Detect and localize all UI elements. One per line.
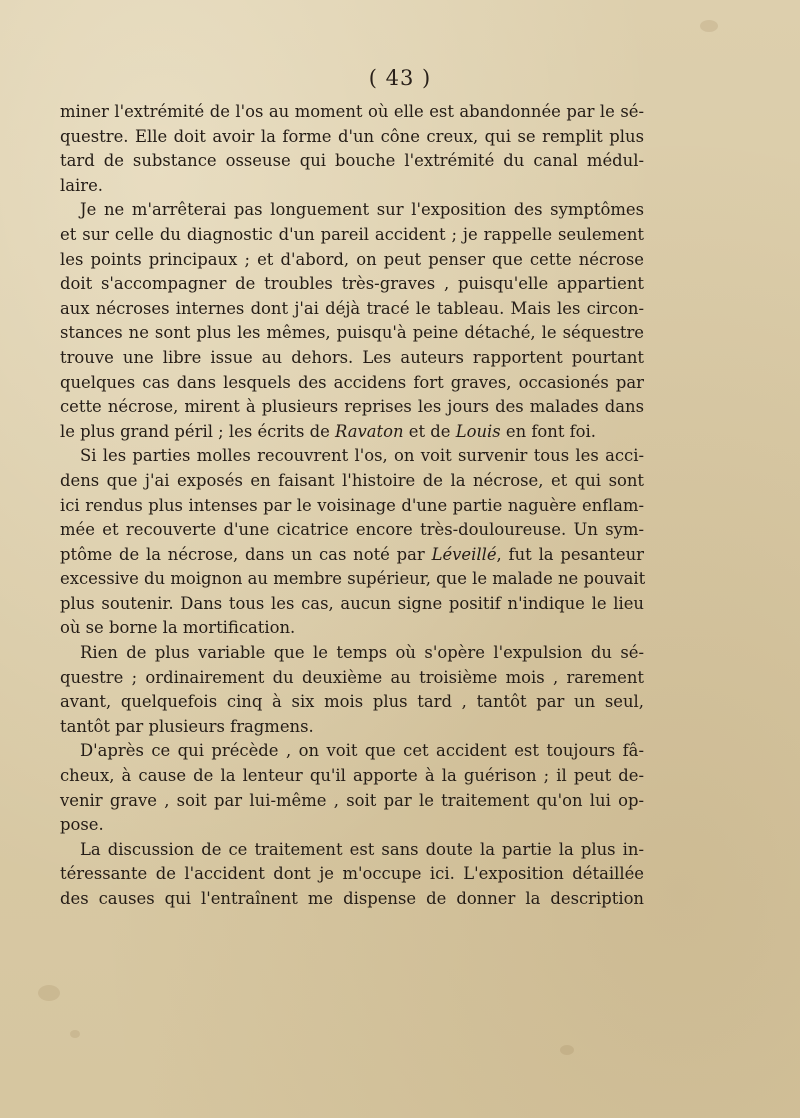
text-fragment: le plus grand péril ; les écrits de [60,421,330,441]
text-line: trouve une libre issue au dehors. Les auteurs rapportent pourtant [60,347,644,367]
text-line: téressante de l'accident dont je m'occupe ici. L'exposition détaillée [60,864,644,884]
text-line [60,543,644,568]
text-fragment: , fut la pesanteur [496,544,644,564]
text-line: cette nécrose, mirent à plusieurs reprises les jours des malades dans [60,397,644,417]
text-line: et sur celle du diagnostic d'un pareil accident ; je rappelle seulement [60,224,644,244]
text-line: miner l'extrémité de l'os au moment où elle est abandonnée par le sé- [60,102,644,121]
text-line: mée et recouverte d'une cicatrice encore très-douloureuse. Un sym- [60,520,644,540]
text-line: venir grave , soit par lui-même , soit par le traitement qu'on lui op- [60,790,644,810]
author-name-leveille: Léveillé [431,544,497,564]
text-fragment: et de [403,421,456,441]
text-line: des causes qui l'entraînent me dispense de donner la description [60,889,644,908]
text-line: pose. [60,815,104,835]
paper-stain [70,1030,80,1038]
text-line: avant, quelquefois cinq à six mois plus tard , tantôt par un seul, [60,692,644,712]
text-line: questre. Elle doit avoir la forme d'un cône creux, qui se remplit plus [60,126,644,146]
author-name-louis: Louis [455,421,501,441]
text-line: plus soutenir. Dans tous les cas, aucun signe positif n'indique le lieu [60,593,644,613]
paper-stain [560,1045,574,1055]
page-number: ( 43 ) [368,66,432,90]
text-line: Rien de plus variable que le temps où s'opère l'expulsion du sé- [80,643,644,663]
text-line: Si les parties molles recouvrent l'os, on voit survenir tous les acci- [80,446,644,466]
text-fragment: ptôme de la nécrose, dans un cas noté par [60,544,432,564]
text-line: questre ; ordinairement du deuxième au troisième mois , rarement [60,667,644,687]
paper-stain [38,985,60,1001]
author-name-ravaton: Ravaton [335,421,404,441]
text-line: laire. [60,175,104,195]
text-line: doit s'accompagner de troubles très-graves , puisqu'elle appartient [60,274,644,294]
text-line: les points principaux ; et d'abord, on peut penser que cette nécrose [60,249,644,269]
text-line: où se borne la mortification. [60,618,296,638]
text-line: La discussion de ce traitement est sans doute la partie la plus in- [80,839,644,859]
text-line: ici rendus plus intenses par le voisinage d'une partie naguère enflam- [60,495,644,515]
body-text [60,100,644,912]
text-line: cheux, à cause de la lenteur qu'il apporte à la guérison ; il peut de- [60,766,644,786]
text-line: tantôt par plusieurs fragmens. [60,716,314,736]
text-line: excessive du moignon au membre supérieur, que le malade ne pouvait [60,569,646,589]
text-line: stances ne sont plus les mêmes, puisqu'à peine détaché, le séquestre [60,323,644,343]
paper-stain [700,20,718,32]
text-line: tard de substance osseuse qui bouche l'extrémité du canal médul- [60,151,644,171]
text-line: aux nécroses internes dont j'ai déjà tracé le tableau. Mais les circon- [60,298,644,318]
text-line [60,420,644,445]
text-line: quelques cas dans lesquels des accidens fort graves, occasionés par [60,372,644,392]
text-line: Je ne m'arrêterai pas longuement sur l'exposition des symptômes [80,200,644,220]
text-line: dens que j'ai exposés en faisant l'histoire de la nécrose, et qui sont [60,470,644,490]
text-line: D'après ce qui précède , on voit que cet accident est toujours fâ- [80,741,644,761]
text-fragment: en font foi. [500,421,597,441]
